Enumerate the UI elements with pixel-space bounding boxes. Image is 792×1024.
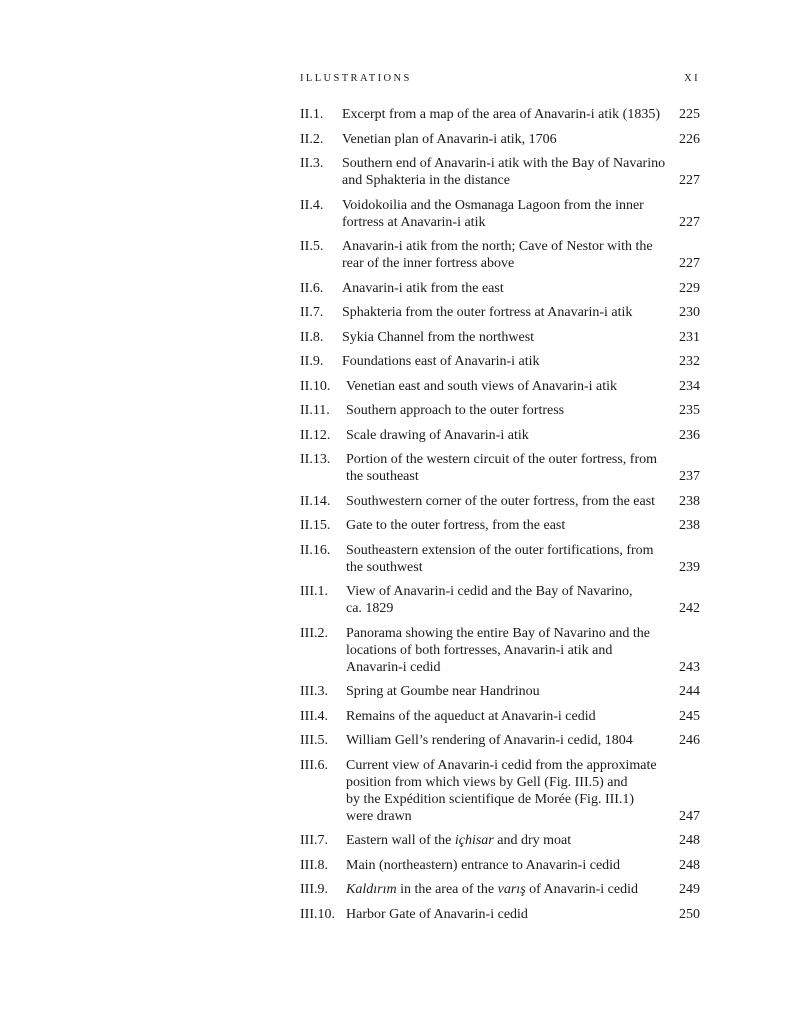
- page-reference: 242: [679, 601, 700, 616]
- page-reference: 227: [679, 214, 700, 230]
- list-item: [300, 304, 700, 321]
- illustrations-list: [300, 106, 700, 930]
- caption-line: Panorama showing the entire Bay of Navarino and the: [346, 625, 651, 641]
- list-item: [300, 131, 700, 148]
- figure-number: II.1.: [300, 107, 324, 122]
- caption-line: locations of both fortresses, Anavarin-i atik and: [346, 642, 613, 658]
- caption-line: Southern approach to the outer fortress: [346, 403, 565, 418]
- list-item: [300, 542, 700, 576]
- list-item: [300, 625, 700, 676]
- caption-line: position from which views by Gell (Fig. III.5) and: [346, 774, 628, 790]
- figure-number: II.9.: [300, 354, 324, 369]
- list-item: [300, 732, 700, 749]
- list-item: [300, 329, 700, 346]
- figure-caption: [346, 708, 679, 725]
- figure-caption: [346, 906, 679, 923]
- figure-number: III.6.: [300, 757, 328, 773]
- figure-number: II.14.: [300, 493, 331, 509]
- figure-caption: [346, 881, 679, 898]
- list-item: [300, 857, 700, 874]
- caption-line: Southeastern extension of the outer fortifications, from: [346, 542, 654, 558]
- page-reference: 247: [679, 808, 700, 824]
- figure-caption: [346, 625, 679, 676]
- page-number: XI: [684, 73, 700, 84]
- list-item: [300, 906, 700, 923]
- caption-line: Sykia Channel from the northwest: [342, 329, 535, 345]
- list-item: [300, 155, 700, 189]
- figure-number: II.15.: [300, 518, 331, 533]
- caption-line: Southern end of Anavarin-i atik with the Bay of Navarino: [342, 156, 666, 171]
- figure-number: II.8.: [300, 329, 324, 345]
- caption-line: rear of the inner fortress above: [342, 256, 515, 271]
- figure-caption: [342, 131, 679, 148]
- list-item: [300, 493, 700, 510]
- list-item: [300, 832, 700, 849]
- page-reference: 246: [679, 733, 700, 748]
- figure-number: III.7.: [300, 833, 328, 848]
- caption-line: Sphakteria from the outer fortress at Anavarin-i atik: [342, 305, 633, 320]
- page-reference: 231: [679, 329, 700, 345]
- figure-caption: [346, 583, 679, 617]
- list-item: [300, 378, 700, 395]
- page-reference: 232: [679, 354, 700, 369]
- caption-line: Voidokoilia and the Osmanaga Lagoon from the inner: [342, 197, 644, 213]
- page-reference: 245: [679, 708, 700, 724]
- caption-line: and Sphakteria in the distance: [342, 173, 510, 188]
- figure-caption: [346, 757, 679, 825]
- figure-caption: [342, 106, 679, 123]
- figure-caption: [346, 493, 679, 510]
- page-reference: 236: [679, 427, 700, 443]
- caption-line: Southwestern corner of the outer fortress, from the east: [346, 493, 656, 509]
- page-reference: 227: [679, 256, 700, 271]
- figure-number: II.5.: [300, 239, 324, 254]
- caption-line: by the Expédition scientifique de Morée (Fig. III.1): [346, 791, 635, 807]
- figure-number: III.4.: [300, 708, 328, 724]
- page-reference: 249: [679, 882, 700, 897]
- caption-line: Gate to the outer fortress, from the east: [346, 518, 566, 533]
- caption-line: Harbor Gate of Anavarin-i cedid: [346, 906, 528, 922]
- figure-caption: [346, 517, 679, 534]
- caption-line: Current view of Anavarin-i cedid from the approximate: [346, 757, 657, 773]
- caption-line: fortress at Anavarin-i atik: [342, 214, 486, 230]
- caption-line: Venetian east and south views of Anavarin-i atik: [346, 378, 617, 394]
- list-item: [300, 451, 700, 485]
- page-reference: 244: [679, 684, 700, 699]
- figure-number: II.3.: [300, 156, 324, 171]
- page-reference: 227: [679, 173, 700, 188]
- caption-line: Main (northeastern) entrance to Anavarin-i cedid: [346, 857, 621, 873]
- caption-line: Remains of the aqueduct at Anavarin-i cedid: [346, 708, 596, 724]
- list-item: [300, 517, 700, 534]
- page-reference: 235: [679, 403, 700, 418]
- figure-caption: [346, 451, 679, 485]
- caption-line: Foundations east of Anavarin-i atik: [342, 354, 540, 369]
- caption-line: the southwest: [346, 559, 423, 575]
- caption-line: View of Anavarin-i cedid and the Bay of Navarino,: [346, 584, 633, 599]
- figure-caption: [342, 353, 679, 370]
- figure-caption: [346, 402, 679, 419]
- caption-line: William Gell’s rendering of Anavarin-i cedid, 1804: [346, 733, 633, 748]
- caption-line: were drawn: [346, 808, 412, 824]
- caption-line: Excerpt from a map of the area of Anavarin-i atik (1835): [342, 107, 660, 122]
- figure-number: II.4.: [300, 197, 324, 213]
- page-reference: 248: [679, 857, 700, 873]
- page-reference: 243: [679, 659, 700, 675]
- caption-italic-term: Kaldırım: [346, 882, 397, 897]
- page-reference: 230: [679, 305, 700, 320]
- page-reference: 238: [679, 518, 700, 533]
- caption-text: and dry moat: [493, 833, 572, 848]
- list-item: [300, 881, 700, 898]
- list-item: [300, 427, 700, 444]
- figure-number: II.16.: [300, 542, 331, 558]
- caption-italic-term: varış: [497, 882, 526, 897]
- list-item: [300, 757, 700, 825]
- figure-number: III.1.: [300, 584, 328, 599]
- figure-caption: [342, 238, 679, 272]
- list-item: [300, 197, 700, 231]
- figure-number: II.13.: [300, 452, 331, 467]
- figure-caption: [346, 732, 679, 749]
- page-reference: 237: [679, 469, 700, 484]
- list-item: [300, 402, 700, 419]
- figure-number: II.11.: [300, 403, 330, 418]
- page-reference: 248: [679, 833, 700, 848]
- figure-number: II.12.: [300, 427, 331, 443]
- page-reference: 225: [679, 107, 700, 122]
- list-item: [300, 353, 700, 370]
- caption-line: Spring at Goumbe near Handrinou: [346, 684, 540, 699]
- running-head: [300, 73, 700, 84]
- figure-number: III.9.: [300, 882, 328, 897]
- caption-italic-term: içhisar: [454, 833, 494, 848]
- page-reference: 238: [679, 493, 700, 509]
- page-reference: 226: [679, 131, 700, 147]
- figure-number: III.5.: [300, 733, 328, 748]
- figure-caption: [342, 155, 679, 189]
- figure-number: II.7.: [300, 305, 324, 320]
- figure-caption: [342, 329, 679, 346]
- list-item: [300, 708, 700, 725]
- figure-caption: [342, 280, 679, 297]
- figure-number: III.3.: [300, 684, 328, 699]
- figure-caption: [346, 857, 679, 874]
- caption-line: the southeast: [346, 469, 419, 484]
- caption-line: Scale drawing of Anavarin-i atik: [346, 427, 529, 443]
- list-item: [300, 280, 700, 297]
- caption-text: in the area of the: [396, 882, 498, 897]
- section-title: ILLUSTRATIONS: [300, 73, 412, 84]
- figure-caption: [346, 832, 679, 849]
- caption-line: Anavarin-i cedid: [346, 659, 441, 675]
- caption-text: Eastern wall of the: [346, 833, 455, 848]
- figure-caption: [346, 427, 679, 444]
- list-item: [300, 683, 700, 700]
- figure-caption: [342, 304, 679, 321]
- caption-text: of Anavarin-i cedid: [525, 882, 638, 897]
- list-item: [300, 106, 700, 123]
- figure-caption: [346, 378, 679, 395]
- page-reference: 239: [679, 559, 700, 575]
- caption-line: Portion of the western circuit of the outer fortress, from: [346, 452, 658, 467]
- figure-number: II.6.: [300, 280, 324, 296]
- figure-number: II.10.: [300, 378, 331, 394]
- page-reference: 229: [679, 280, 700, 296]
- figure-caption: [342, 197, 679, 231]
- figure-number: III.8.: [300, 857, 328, 873]
- caption-line: Venetian plan of Anavarin-i atik, 1706: [342, 131, 557, 147]
- page-reference: 234: [679, 378, 700, 394]
- caption-line: ca. 1829: [346, 601, 394, 616]
- caption-line: Anavarin-i atik from the east: [342, 280, 504, 296]
- figure-number: III.10.: [300, 906, 335, 922]
- page-reference: 250: [679, 906, 700, 922]
- list-item: [300, 583, 700, 617]
- figure-number: III.2.: [300, 625, 328, 641]
- figure-caption: [346, 542, 679, 576]
- figure-number: II.2.: [300, 131, 324, 147]
- list-item: [300, 238, 700, 272]
- caption-line: Anavarin-i atik from the north; Cave of Nestor with the: [342, 239, 653, 254]
- figure-caption: [346, 683, 679, 700]
